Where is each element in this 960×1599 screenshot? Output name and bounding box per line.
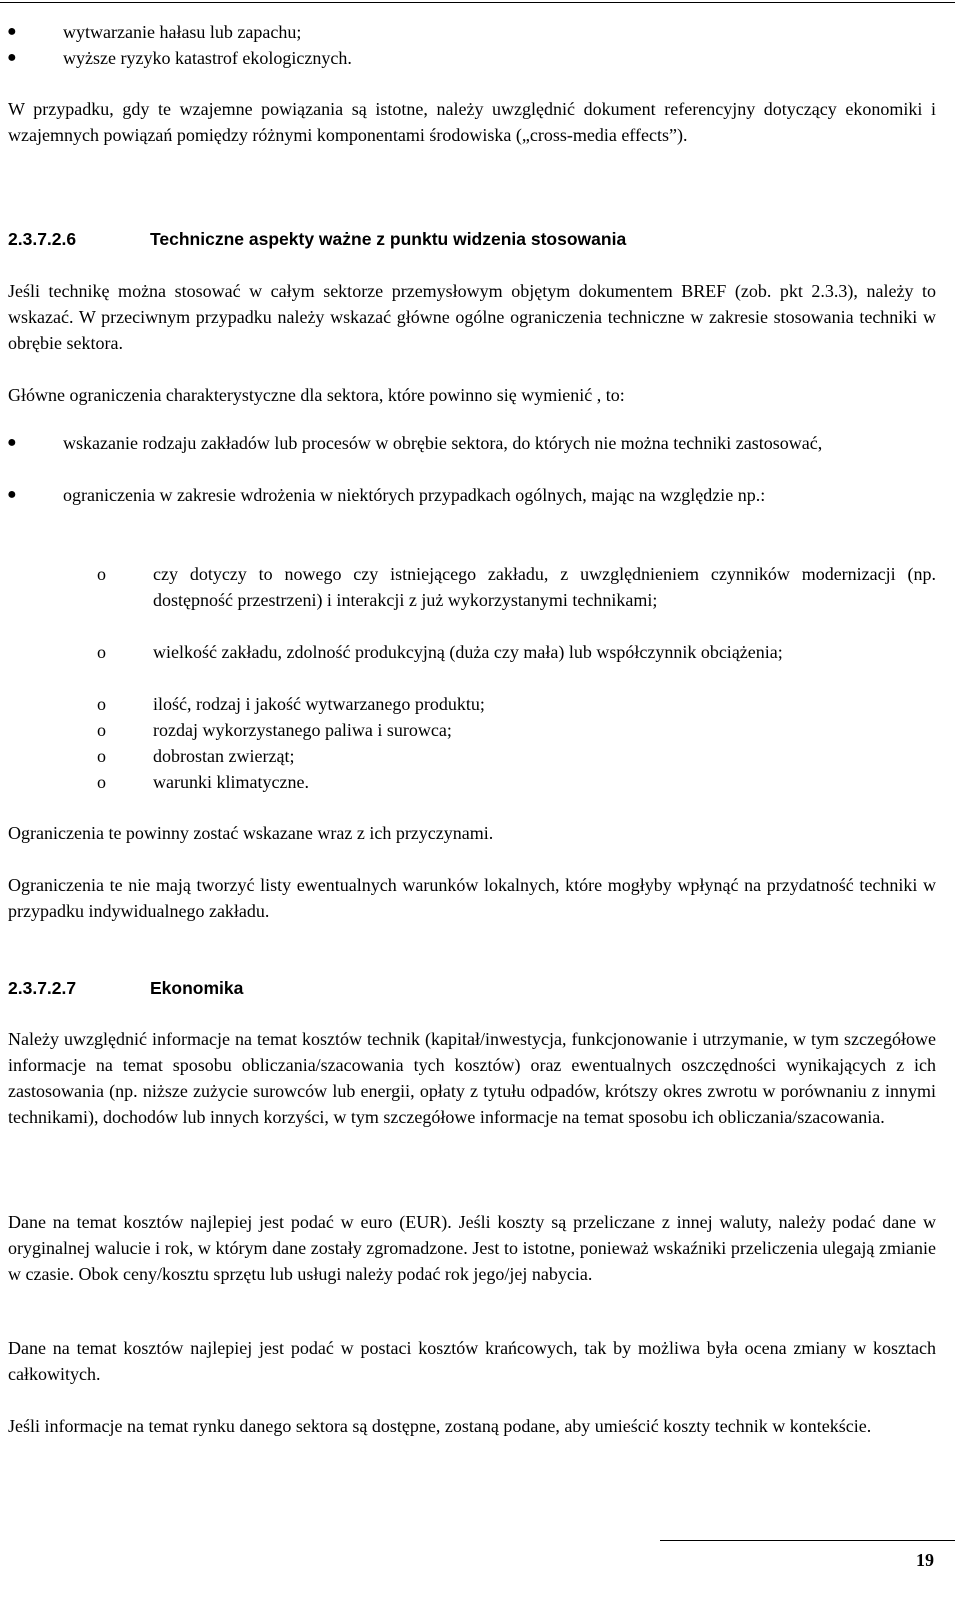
paragraph-tech-2: Główne ograniczenia charakterystyczne dla sektora, które powinno się wymienić , to: — [8, 385, 625, 405]
list-item-text: wytwarzanie hałasu lub zapachu; — [63, 22, 302, 42]
section-title: Techniczne aspekty ważne z punktu widzenia stosowania — [150, 229, 627, 249]
bullet-icon: ● — [7, 486, 17, 503]
paragraph-econ-2: Dane na temat kosztów najlepiej jest podać w euro (EUR). Jeśli koszty są przeliczane z innej waluty, należy podać dane w oryginalnej walucie i rok, w którym dane zostały zgromadzone. Jest to istotne, ponieważ wskaźniki przeliczenia ulegają zmianie w czasie. Obok ceny/kosztu sprzętu lub usługi należy podać rok jego/jej nabycia. — [8, 1212, 936, 1284]
sub-bullet-marker: o — [97, 642, 106, 662]
sub-list-item-text: dobrostan zwierząt; — [153, 746, 295, 766]
bullet-icon: ● — [7, 434, 17, 451]
bullet-icon: ● — [7, 23, 17, 40]
section-title: Ekonomika — [150, 978, 244, 998]
paragraph-econ-1: Należy uwzględnić informacje na temat kosztów technik (kapitał/inwestycja, funkcjonowanie i utrzymanie, w tym szczegółowe informacje na temat sposobu obliczania/szacowania tych kosztów) oraz ewentualnych oszczędności wynikających z ich zastosowania (np. niższe zużycie surowców lub energii, opłaty z tytułu odpadów, krótszy okres zwrotu w porównaniu z innymi technikami), dochodów lub innych korzyści, w tym szczegółowe informacje na temat sposobu ich obliczania/szacowania. — [8, 1029, 936, 1127]
paragraph-tech-4: Ograniczenia te nie mają tworzyć listy ewentualnych warunków lokalnych, które mogłyby wpłynąć na przydatność techniki w przypadku indywidualnego zakładu. — [8, 875, 936, 921]
paragraph-cross-media: W przypadku, gdy te wzajemne powiązania są istotne, należy uwzględnić dokument referencyjny dotyczący ekonomiki i wzajemnych powiązań pomiędzy różnymi komponentami środowiska („cross-media effects”). — [8, 99, 936, 145]
paragraph-tech-3: Ograniczenia te powinny zostać wskazane wraz z ich przyczynami. — [8, 823, 494, 843]
list-item-text: wyższe ryzyko katastrof ekologicznych. — [63, 48, 352, 68]
paragraph-econ-4: Jeśli informacje na temat rynku danego sektora są dostępne, zostaną podane, aby umieścić koszty technik w kontekście. — [8, 1416, 872, 1436]
sub-bullet-marker: o — [97, 564, 106, 584]
sub-list-item-text: ilość, rodzaj i jakość wytwarzanego produktu; — [153, 694, 485, 714]
sub-list-item-text: warunki klimatyczne. — [153, 772, 309, 792]
sub-list-item-text: rozdaj wykorzystanego paliwa i surowca; — [153, 720, 452, 740]
bullet-icon: ● — [7, 49, 17, 66]
paragraph-tech-1: Jeśli technikę można stosować w całym sektorze przemysłowym objętym dokumentem BREF (zob. pkt 2.3.3), należy to wskazać. W przeciwnym przypadku należy wskazać główne ogólne ograniczenia techniczne w zakresie stosowania techniki w obrębie sektora. — [8, 281, 936, 353]
sub-list-item-text: wielkość zakładu, zdolność produkcyjną (duża czy mała) lub współczynnik obciążenia; — [153, 642, 783, 662]
section-number: 2.3.7.2.7 — [8, 978, 77, 998]
footer-rule — [660, 1540, 955, 1541]
sub-bullet-marker: o — [97, 746, 106, 766]
list-item-text: ograniczenia w zakresie wdrożenia w niektórych przypadkach ogólnych, mając na względzie np.: — [63, 485, 766, 505]
sub-bullet-marker: o — [97, 772, 106, 792]
sub-bullet-marker: o — [97, 694, 106, 714]
list-item-text: wskazanie rodzaju zakładów lub procesów w obrębie sektora, do których nie można techniki zastosować, — [63, 433, 823, 453]
top-rule — [0, 2, 955, 3]
sub-bullet-marker: o — [97, 720, 106, 740]
page-number: 19 — [916, 1550, 934, 1570]
section-number: 2.3.7.2.6 — [8, 229, 77, 249]
section-heading-tech — [8, 226, 626, 252]
section-heading-econ — [8, 975, 243, 1001]
sub-list-item-text: czy dotyczy to nowego czy istniejącego zakładu, z uwzględnieniem czynników modernizacji (np. dostępność przestrzeni) i interakcji z już wykorzystanymi technikami; — [153, 564, 936, 610]
paragraph-econ-3: Dane na temat kosztów najlepiej jest podać w postaci kosztów krańcowych, tak by możliwa była ocena zmiany w kosztach całkowitych. — [8, 1338, 936, 1384]
